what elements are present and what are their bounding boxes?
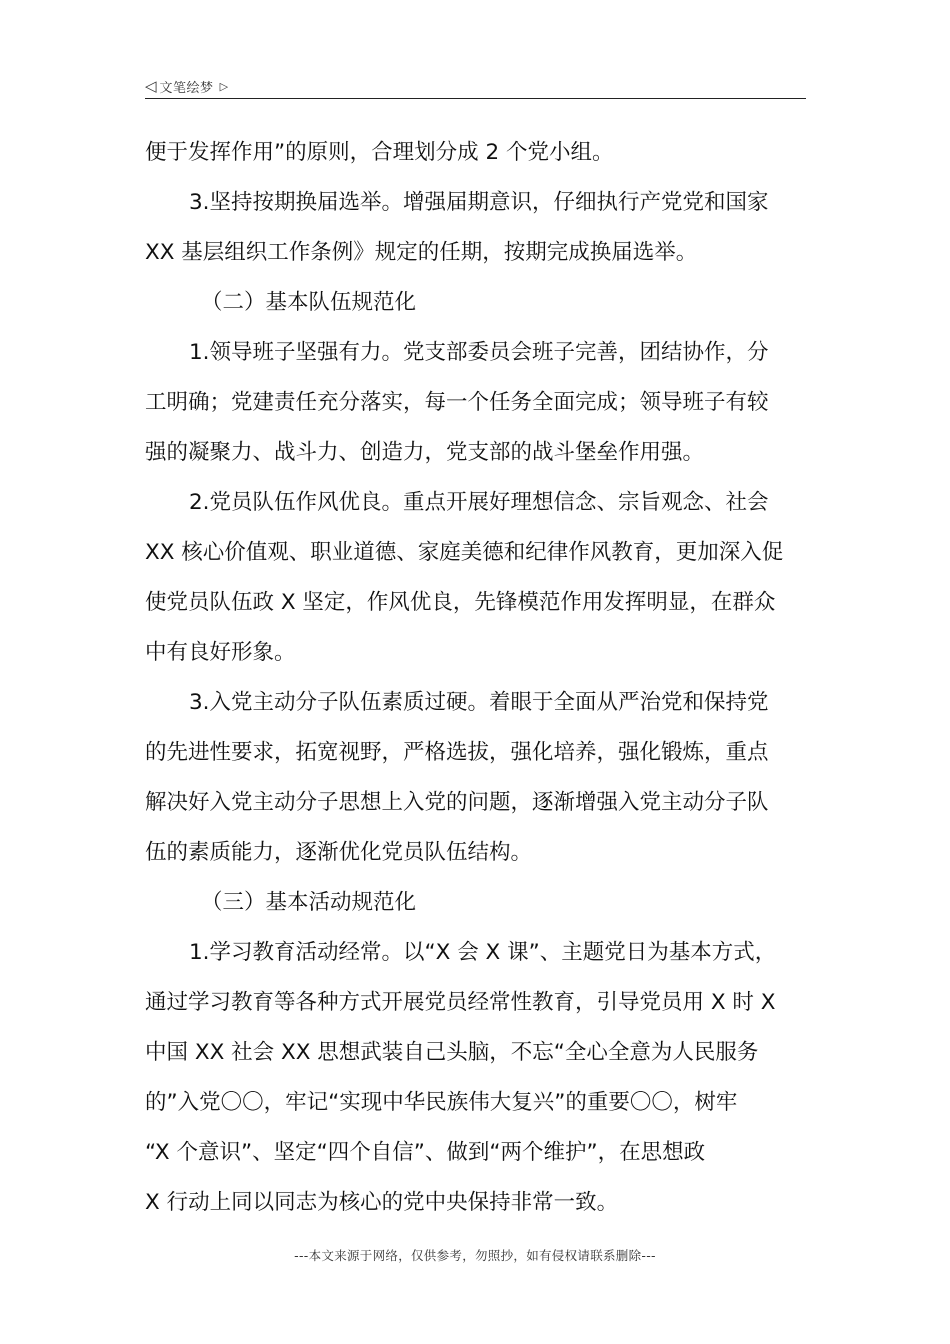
text-line: XX 核心价值观、职业道德、家庭美德和纪律作风教育，更加深入促: [145, 540, 784, 565]
triangle-right-icon: ▷: [219, 79, 229, 93]
text-line: 便于发挥作用”的原则，合理划分成 2 个党小组。: [145, 140, 614, 165]
text-line: 1.学习教育活动经常。以“X 会 X 课”、主题党日为基本方式，: [189, 940, 777, 965]
text-line: XX 基层组织工作条例》规定的任期，按期完成换届选举。: [145, 240, 698, 265]
text-line: 中有良好形象。: [145, 640, 296, 665]
text-line: “X 个意识”、坚定“四个自信”、做到“两个维护”，在思想政: [145, 1140, 706, 1165]
text-line: （三）基本活动规范化: [201, 890, 417, 915]
page-header: [145, 74, 806, 99]
text-line: 中国 XX 社会 XX 思想武装自己头脑，不忘“全心全意为人民服务: [145, 1040, 759, 1065]
header-title: 文笔绘梦: [159, 80, 214, 96]
text-line: 通过学习教育等各种方式开展党员经常性教育，引导党员用 X 时 X: [145, 990, 776, 1015]
text-line: 强的凝聚力、战斗力、创造力，党支部的战斗堡垒作用强。: [145, 440, 705, 465]
text-line: 3.坚持按期换届选举。增强届期意识，仔细执行产党党和国家: [189, 190, 769, 215]
text-line: 3.入党主动分子队伍素质过硬。着眼于全面从严治党和保持党: [189, 690, 769, 715]
text-line: 工明确；党建责任充分落实，每一个任务全面完成；领导班子有较: [145, 390, 769, 415]
text-line: 的先进性要求，拓宽视野，严格选拔，强化培养，强化锻炼，重点: [145, 740, 769, 765]
text-lines: [145, 128, 810, 1228]
text-line: 使党员队伍政 X 坚定，作风优良，先锋模范作用发挥明显，在群众: [145, 590, 776, 615]
document-body: [145, 128, 810, 1228]
text-line: 的”入党〇〇，牢记“实现中华民族伟大复兴”的重要〇〇，树牢: [145, 1090, 738, 1115]
text-line: 1.领导班子坚强有力。党支部委员会班子完善，团结协作，分: [189, 340, 769, 365]
triangle-left-icon: ◁: [145, 76, 157, 95]
text-line: 解决好入党主动分子思想上入党的问题，逐渐增强入党主动分子队: [145, 790, 769, 815]
footer-disclaimer: ---本文来源于网络，仅供参考，勿照抄，如有侵权请联系删除---: [294, 1248, 656, 1263]
text-line: （二）基本队伍规范化: [201, 290, 417, 315]
text-line: 伍的素质能力，逐渐优化党员队伍结构。: [145, 840, 533, 865]
text-line: 2.党员队伍作风优良。重点开展好理想信念、宗旨观念、社会: [189, 490, 769, 515]
text-line: X 行动上同以同志为核心的党中央保持非常一致。: [145, 1190, 619, 1215]
